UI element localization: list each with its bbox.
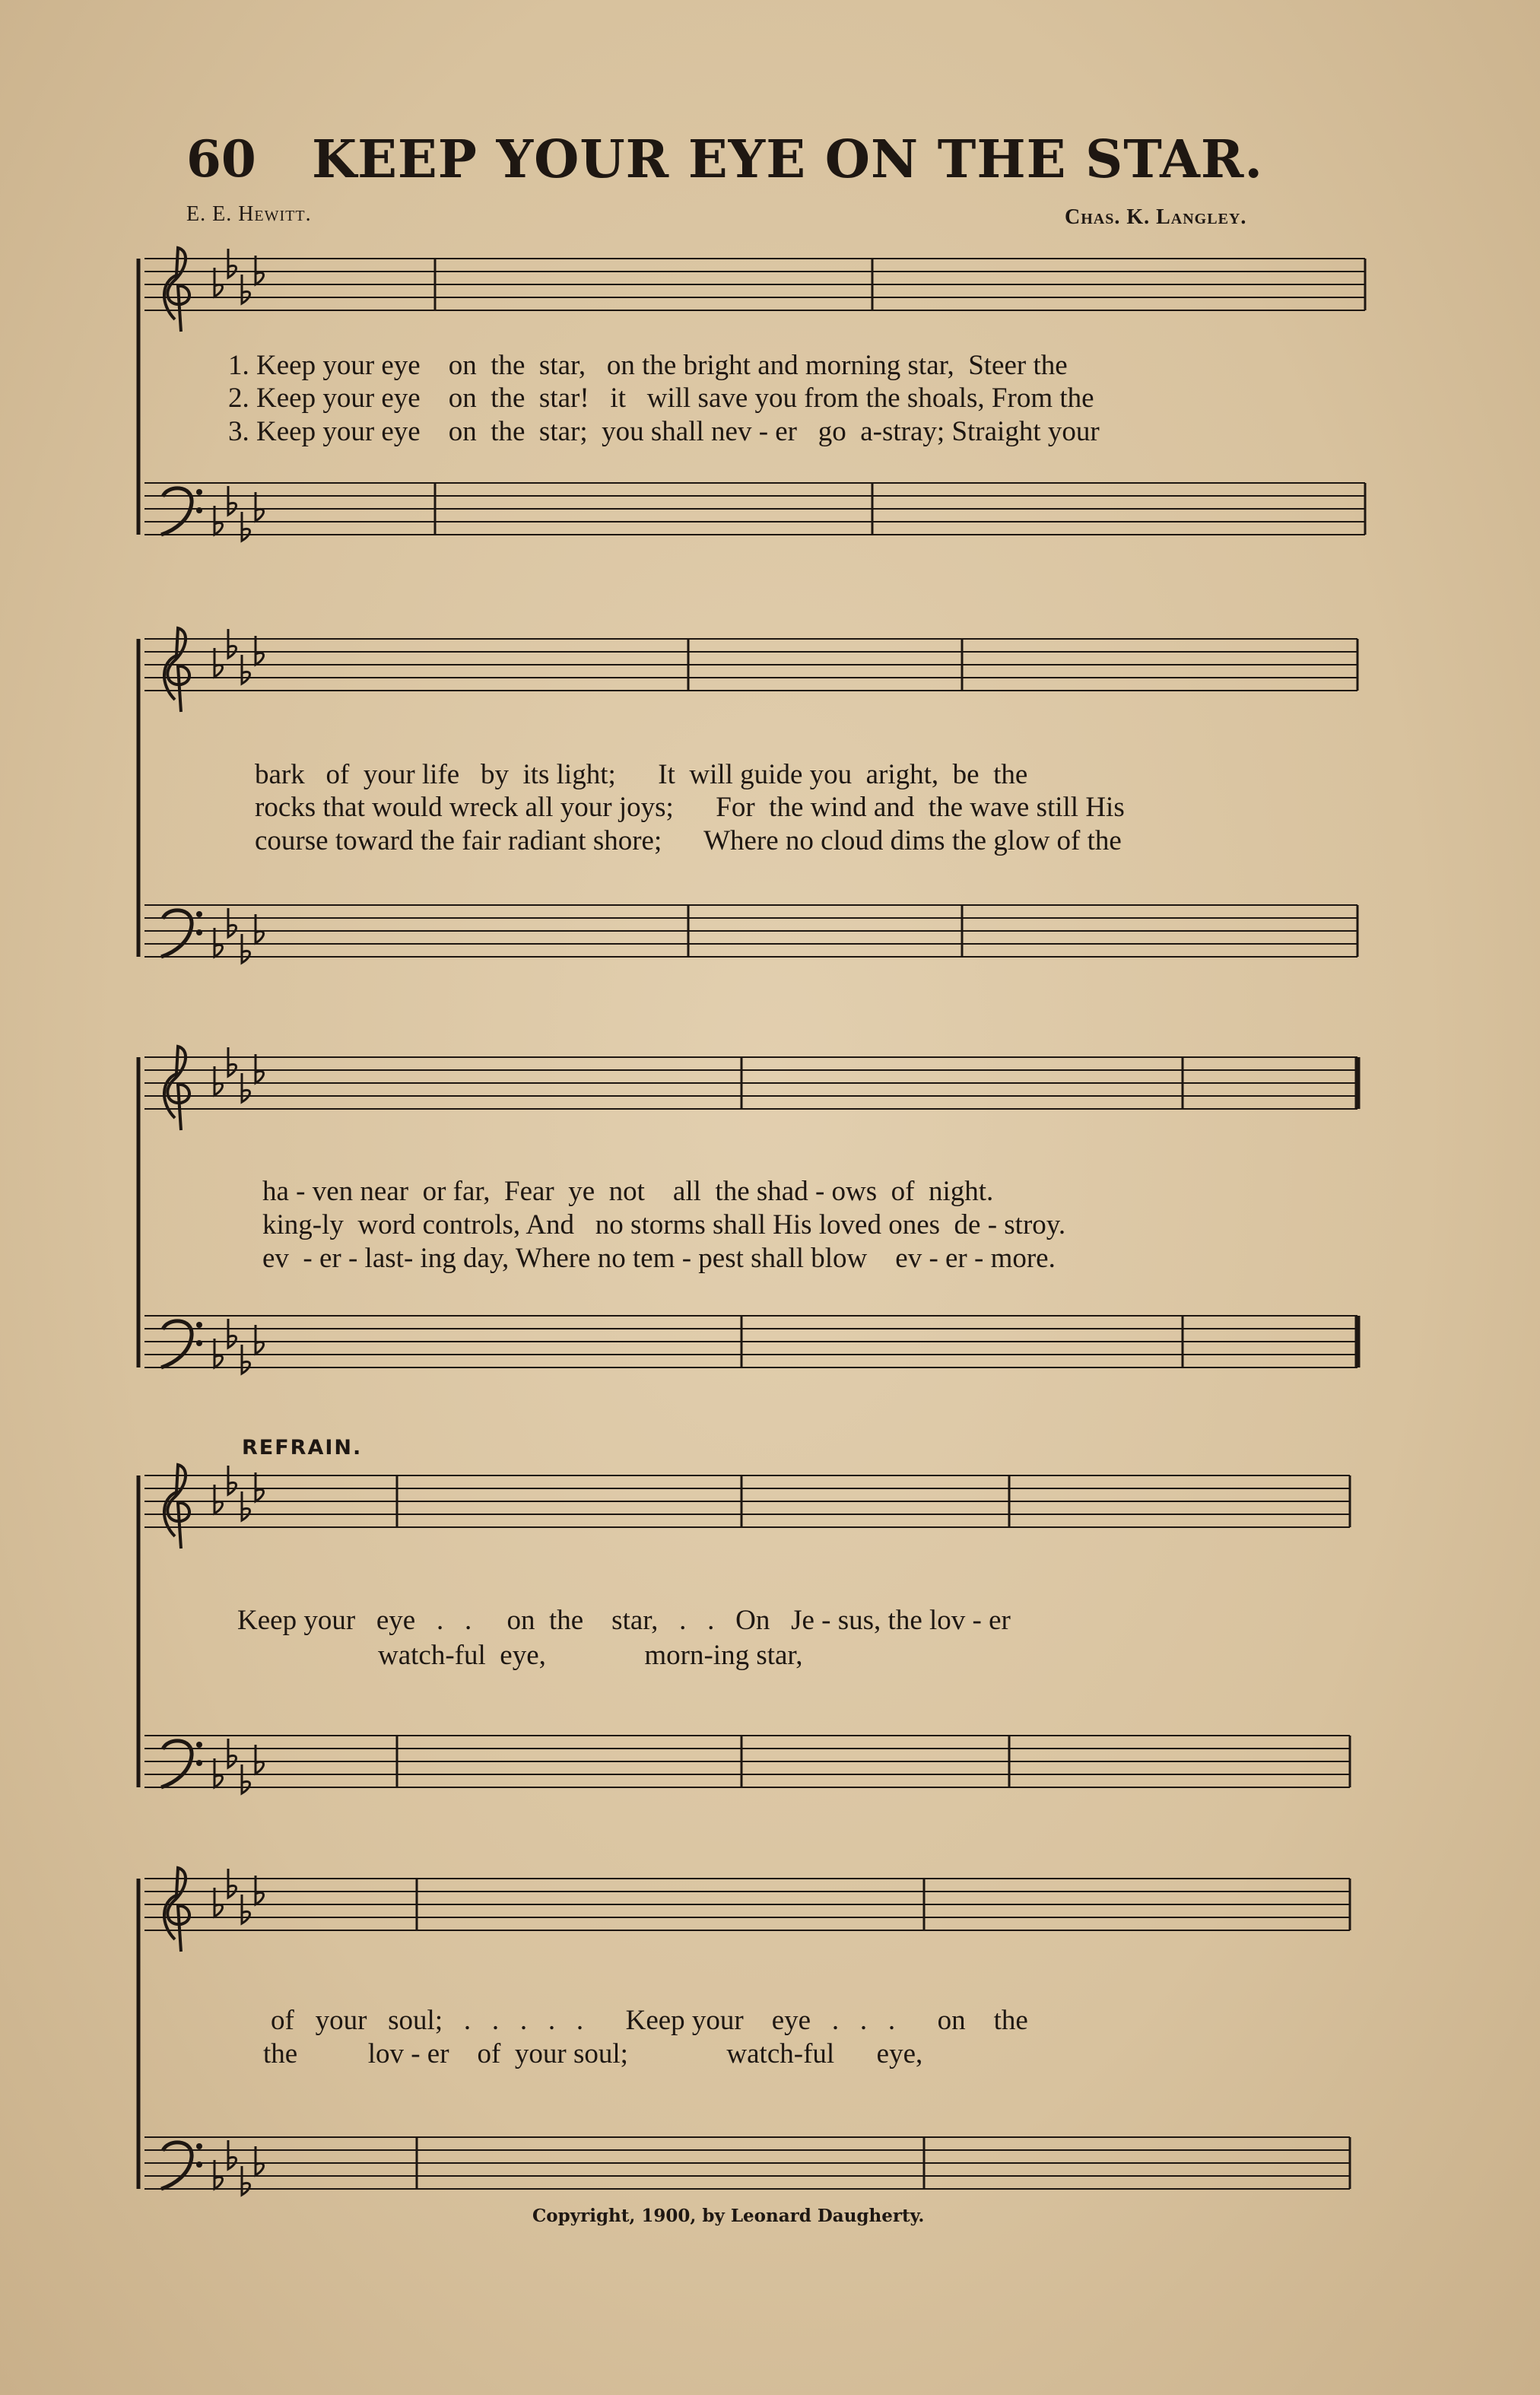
flat-sign-icon	[228, 1869, 237, 1898]
bass-clef-dot	[196, 1742, 202, 1748]
flat-sign-icon	[228, 1466, 237, 1494]
flat-sign-icon	[242, 2166, 250, 2195]
author-credit: E. E. Hewitt.	[186, 202, 312, 226]
flat-sign-icon	[242, 1895, 250, 1923]
hymn-number: 60	[186, 129, 256, 189]
lyric-s4-l2: watch-ful eye, morn-ing star,	[378, 1640, 803, 1671]
treble-clef-icon	[164, 1465, 189, 1548]
lyric-s2-v2: rocks that would wreck all your joys; For the wind and the wave still His	[255, 792, 1125, 823]
flat-sign-icon	[214, 1339, 223, 1367]
lyric-s5-l2: the lov - er of your soul; watch-ful eye,	[263, 2038, 923, 2069]
bass-clef-dot	[196, 1340, 202, 1346]
flat-sign-icon	[256, 256, 264, 284]
bass-clef-dot	[196, 929, 202, 935]
bass-clef-dot	[196, 2143, 202, 2149]
lyric-s5-l1: of your soul; . . . . . Keep your eye . . . on the	[271, 2005, 1028, 2036]
lyric-s2-v1: bark of your life by its light; It will guide you aright, be the	[255, 759, 1028, 790]
composer-credit: Chas. K. Langley.	[1065, 205, 1247, 229]
bass-clef-dot	[196, 507, 202, 513]
flat-sign-icon	[242, 1491, 250, 1520]
flat-sign-icon	[256, 1054, 264, 1083]
treble-clef-icon	[164, 628, 189, 712]
lyric-s3-v1: ha - ven near or far, Fear ye not all the shad - ows of night.	[262, 1176, 994, 1207]
lyric-s1-v3: 3. Keep your eye on the star; you shall nev - er go a-stray; Straight your	[228, 416, 1100, 447]
bass-clef-dot	[196, 1322, 202, 1328]
lyric-s3-v3: ev - er - last- ing day, Where no tem - pest shall blow ev - er - more.	[262, 1243, 1056, 1274]
flat-sign-icon	[228, 486, 237, 515]
flat-sign-icon	[242, 934, 250, 963]
flat-sign-icon	[242, 655, 250, 684]
flat-sign-icon	[228, 2140, 237, 2169]
flat-sign-icon	[214, 928, 223, 957]
flat-sign-icon	[242, 1073, 250, 1102]
treble-clef-icon	[164, 248, 189, 332]
flat-sign-icon	[256, 1472, 264, 1501]
treble-clef-icon	[164, 1868, 189, 1952]
flat-sign-icon	[214, 506, 223, 535]
hymn-title: KEEP YOUR EYE ON THE STAR.	[312, 129, 1264, 190]
lyric-s4-l1: Keep your eye . . on the star, . . On Je - sus, the lov - er	[237, 1605, 1011, 1636]
flat-sign-icon	[242, 512, 250, 541]
flat-sign-icon	[228, 629, 237, 658]
lyric-s1-v1: 1. Keep your eye on the star, on the bright and morning star, Steer the	[228, 350, 1068, 381]
flat-sign-icon	[214, 2160, 223, 2189]
lyric-s1-v2: 2. Keep your eye on the star! it will save you from the shoals, From the	[228, 383, 1094, 414]
bass-clef-dot	[196, 911, 202, 917]
flat-sign-icon	[228, 249, 237, 278]
lyric-s2-v3: course toward the fair radiant shore; Where no cloud dims the glow of the	[255, 825, 1122, 856]
lyric-s3-v2: king-ly word controls, And no storms shall His loved ones de - stroy.	[262, 1209, 1066, 1240]
flat-sign-icon	[242, 1345, 250, 1374]
flat-sign-icon	[256, 636, 264, 665]
copyright-notice: Copyright, 1900, by Leonard Daugherty.	[532, 2206, 925, 2226]
flat-sign-icon	[228, 908, 237, 937]
flat-sign-icon	[214, 1758, 223, 1787]
refrain-label: REFRAIN.	[242, 1436, 363, 1460]
bass-clef-dot	[196, 1760, 202, 1766]
flat-sign-icon	[242, 275, 250, 303]
flat-sign-icon	[242, 1764, 250, 1793]
flat-sign-icon	[228, 1047, 237, 1076]
flat-sign-icon	[256, 1876, 264, 1904]
bass-clef-dot	[196, 489, 202, 495]
bass-clef-dot	[196, 2162, 202, 2168]
flat-sign-icon	[228, 1319, 237, 1348]
flat-sign-icon	[228, 1739, 237, 1768]
treble-clef-icon	[164, 1047, 189, 1130]
